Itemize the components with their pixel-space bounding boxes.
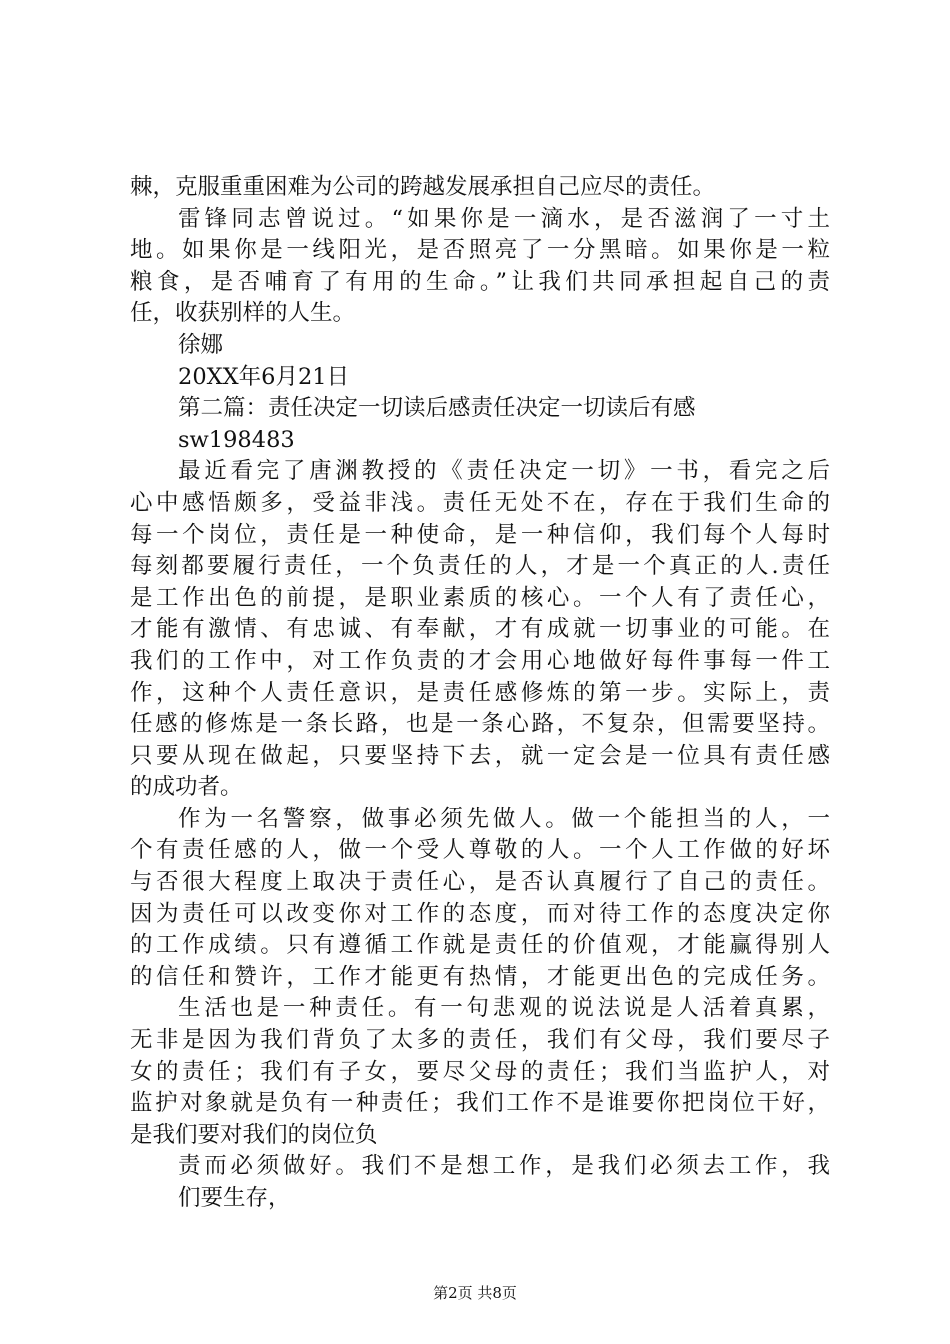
text-line: 监护对象就是负有一种责任；我们工作不是谁要你把岗位干好， <box>130 1090 830 1117</box>
text-line: 生活也是一种责任。有一句悲观的说法说是人活着真累， <box>178 995 830 1022</box>
text-line: 最近看完了唐渊教授的《责任决定一切》一书，看完之后 <box>178 458 830 485</box>
text-line: 因为责任可以改变你对工作的态度，而对待工作的态度决定你 <box>130 900 830 927</box>
text-line: 的工作成绩。只有遵循工作就是责任的价值观，才能赢得别人 <box>130 932 830 959</box>
text-line: 任感的修炼是一条长路，也是一条心路，不复杂，但需要坚持。 <box>130 711 830 738</box>
text-line: 雷锋同志曾说过。“如果你是一滴水，是否滋润了一寸土 <box>178 205 830 232</box>
text-line: 每刻都要履行责任，一个负责任的人，才是一个真正的人.责任 <box>130 553 830 580</box>
text-line: 是工作出色的前提，是职业素质的核心。一个人有了责任心， <box>130 584 830 611</box>
text-line: 女的责任；我们有子女，要尽父母的责任；我们当监护人，对 <box>130 1058 830 1085</box>
text-line: 的成功者。 <box>130 774 243 801</box>
text-line: 地。如果你是一线阳光，是否照亮了一分黑暗。如果你是一粒 <box>130 237 830 264</box>
text-line: 的信任和赞许，工作才能更有热情，才能更出色的完成任务。 <box>130 963 830 990</box>
text-line: 与否很大程度上取决于责任心，是否认真履行了自己的责任。 <box>130 869 830 896</box>
document-body <box>130 172 830 1215</box>
page-footer: 第2页 共8页 <box>433 1284 517 1302</box>
text-line: 们要生存， <box>178 1185 291 1211</box>
text-line: sw198483 <box>178 426 295 453</box>
text-line: 作为一名警察，做事必须先做人。做一个能担当的人，一 <box>178 805 830 832</box>
text-line: 我们的工作中，对工作负责的才会用心地做好每件事每一件工 <box>130 647 830 674</box>
text-line: 第二篇：责任决定一切读后感责任决定一切读后有感 <box>178 395 696 422</box>
text-line: 作，这种个人责任意识，是责任感修炼的第一步。实际上，责 <box>130 679 830 706</box>
text-line: 无非是因为我们背负了太多的责任，我们有父母，我们要尽子 <box>130 1027 830 1054</box>
text-line: 个有责任感的人，做一个受人尊敬的人。一个人工作做的好坏 <box>130 837 830 864</box>
text-line: 20XX年6月21日 <box>178 363 350 390</box>
text-line: 心中感悟颇多，受益非浅。责任无处不在，存在于我们生命的 <box>130 489 830 516</box>
text-line: 责而必须做好。我们不是想工作，是我们必须去工作，我 <box>178 1153 830 1180</box>
text-line: 徐娜 <box>178 331 224 358</box>
text-line: 任，收获别样的人生。 <box>130 300 356 327</box>
text-line: 棘，克服重重困难为公司的跨越发展承担自己应尽的责任。 <box>130 174 716 200</box>
text-line: 是我们要对我们的岗位负 <box>130 1121 378 1148</box>
text-line: 才能有激情、有忠诚、有奉献，才有成就一切事业的可能。在 <box>130 616 830 643</box>
text-line: 只要从现在做起，只要坚持下去，就一定会是一位具有责任感 <box>130 742 830 769</box>
text-line: 粮食，是否哺育了有用的生命。”让我们共同承担起自己的责 <box>130 268 830 295</box>
text-line: 每一个岗位，责任是一种使命，是一种信仰，我们每个人每时 <box>130 521 830 548</box>
